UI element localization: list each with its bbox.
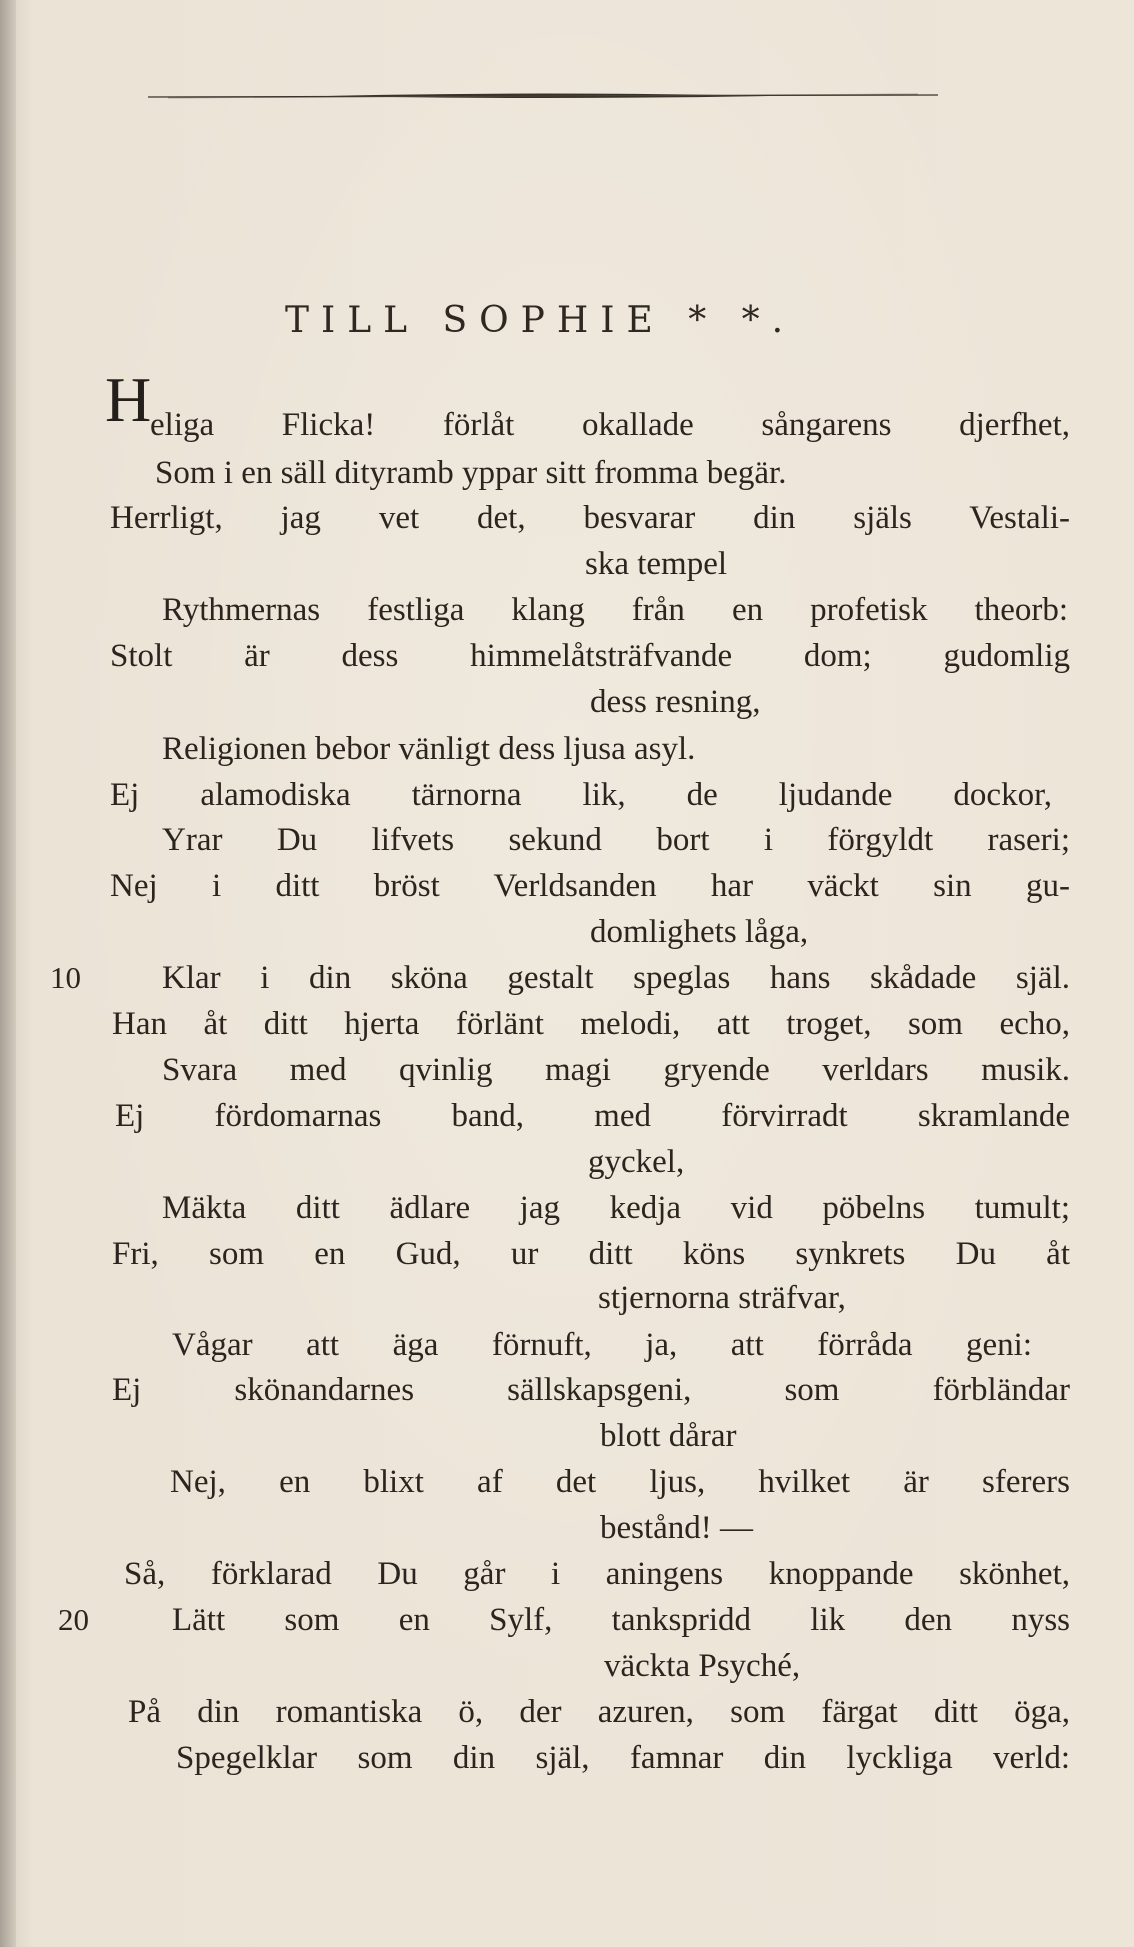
poem-line: bestånd! — [600,1510,754,1546]
poem-line: gyckel, [588,1144,685,1180]
poem-title: TILL SOPHIE * *. [285,300,796,341]
line-number: 10 [50,960,81,995]
poem-line: Mäkta ditt ädlare jag kedja vid pöbelns tumult; [162,1190,1070,1226]
poem-line: Herrligt, jag vet det, besvarar din själs Vestali- [110,500,1070,536]
poem-line: Svara med qvinlig magi gryende verldars musik. [162,1052,1070,1088]
poem-line: Nej i ditt bröst Verldsanden har väckt sin gu- [110,868,1070,904]
poem-line: Religionen bebor vänligt dess ljusa asyl. [162,731,696,767]
poem-line: Ej alamodiska tärnorna lik, de ljudande dockor, [110,777,1052,813]
line-number: 20 [58,1602,89,1637]
poem-line: Yrar Du lifvets sekund bort i förgyldt raseri; [162,822,1070,858]
drop-cap: H [105,364,152,435]
poem-line: Spegelklar som din själ, famnar din lyckliga verld: [176,1740,1070,1776]
poem-line: Klar i din sköna gestalt speglas hans skådade själ. [162,960,1070,996]
poem-line: Rythmernas festliga klang från en profetisk theorb: [162,592,1068,628]
poem-line: stjernorna sträfvar, [598,1280,846,1316]
poem-line: På din romantiska ö, der azuren, som färgat ditt öga, [128,1694,1070,1730]
poem-line: Så, förklarad Du går i aningens knoppande skönhet, [124,1556,1070,1592]
poem-line: Vågar att äga förnuft, ja, att förråda geni: [172,1327,1032,1363]
poem-line: dess resning, [590,684,761,720]
poem-line: Ej skönandarnes sällskapsgeni, som förbländar [112,1372,1070,1408]
poem-line: väckta Psyché, [604,1648,801,1684]
poem-line: blott dårar [600,1418,737,1454]
poem-line: Som i en säll dityramb yppar sitt fromma begär. [155,455,787,491]
poem-line: domlighets låga, [590,914,809,950]
poem-line: Lätt som en Sylf, tankspridd lik den nyss [172,1602,1070,1638]
poem-line: ska tempel [585,546,728,582]
poem-line: Ej fördomarnas band, med förvirradt skramlande [115,1098,1070,1134]
poem-line: eliga Flicka! förlåt okallade sångarens djerfhet, [150,407,1070,443]
poem-line: Nej, en blixt af det ljus, hvilket är sferers [170,1464,1070,1500]
poem-line: Han åt ditt hjerta förlänt melodi, att troget, som echo, [112,1006,1070,1042]
poem-line: Stolt är dess himmelåtsträfvande dom; gudomlig [110,638,1070,674]
poem-line: Fri, som en Gud, ur ditt köns synkrets Du åt [112,1236,1070,1272]
